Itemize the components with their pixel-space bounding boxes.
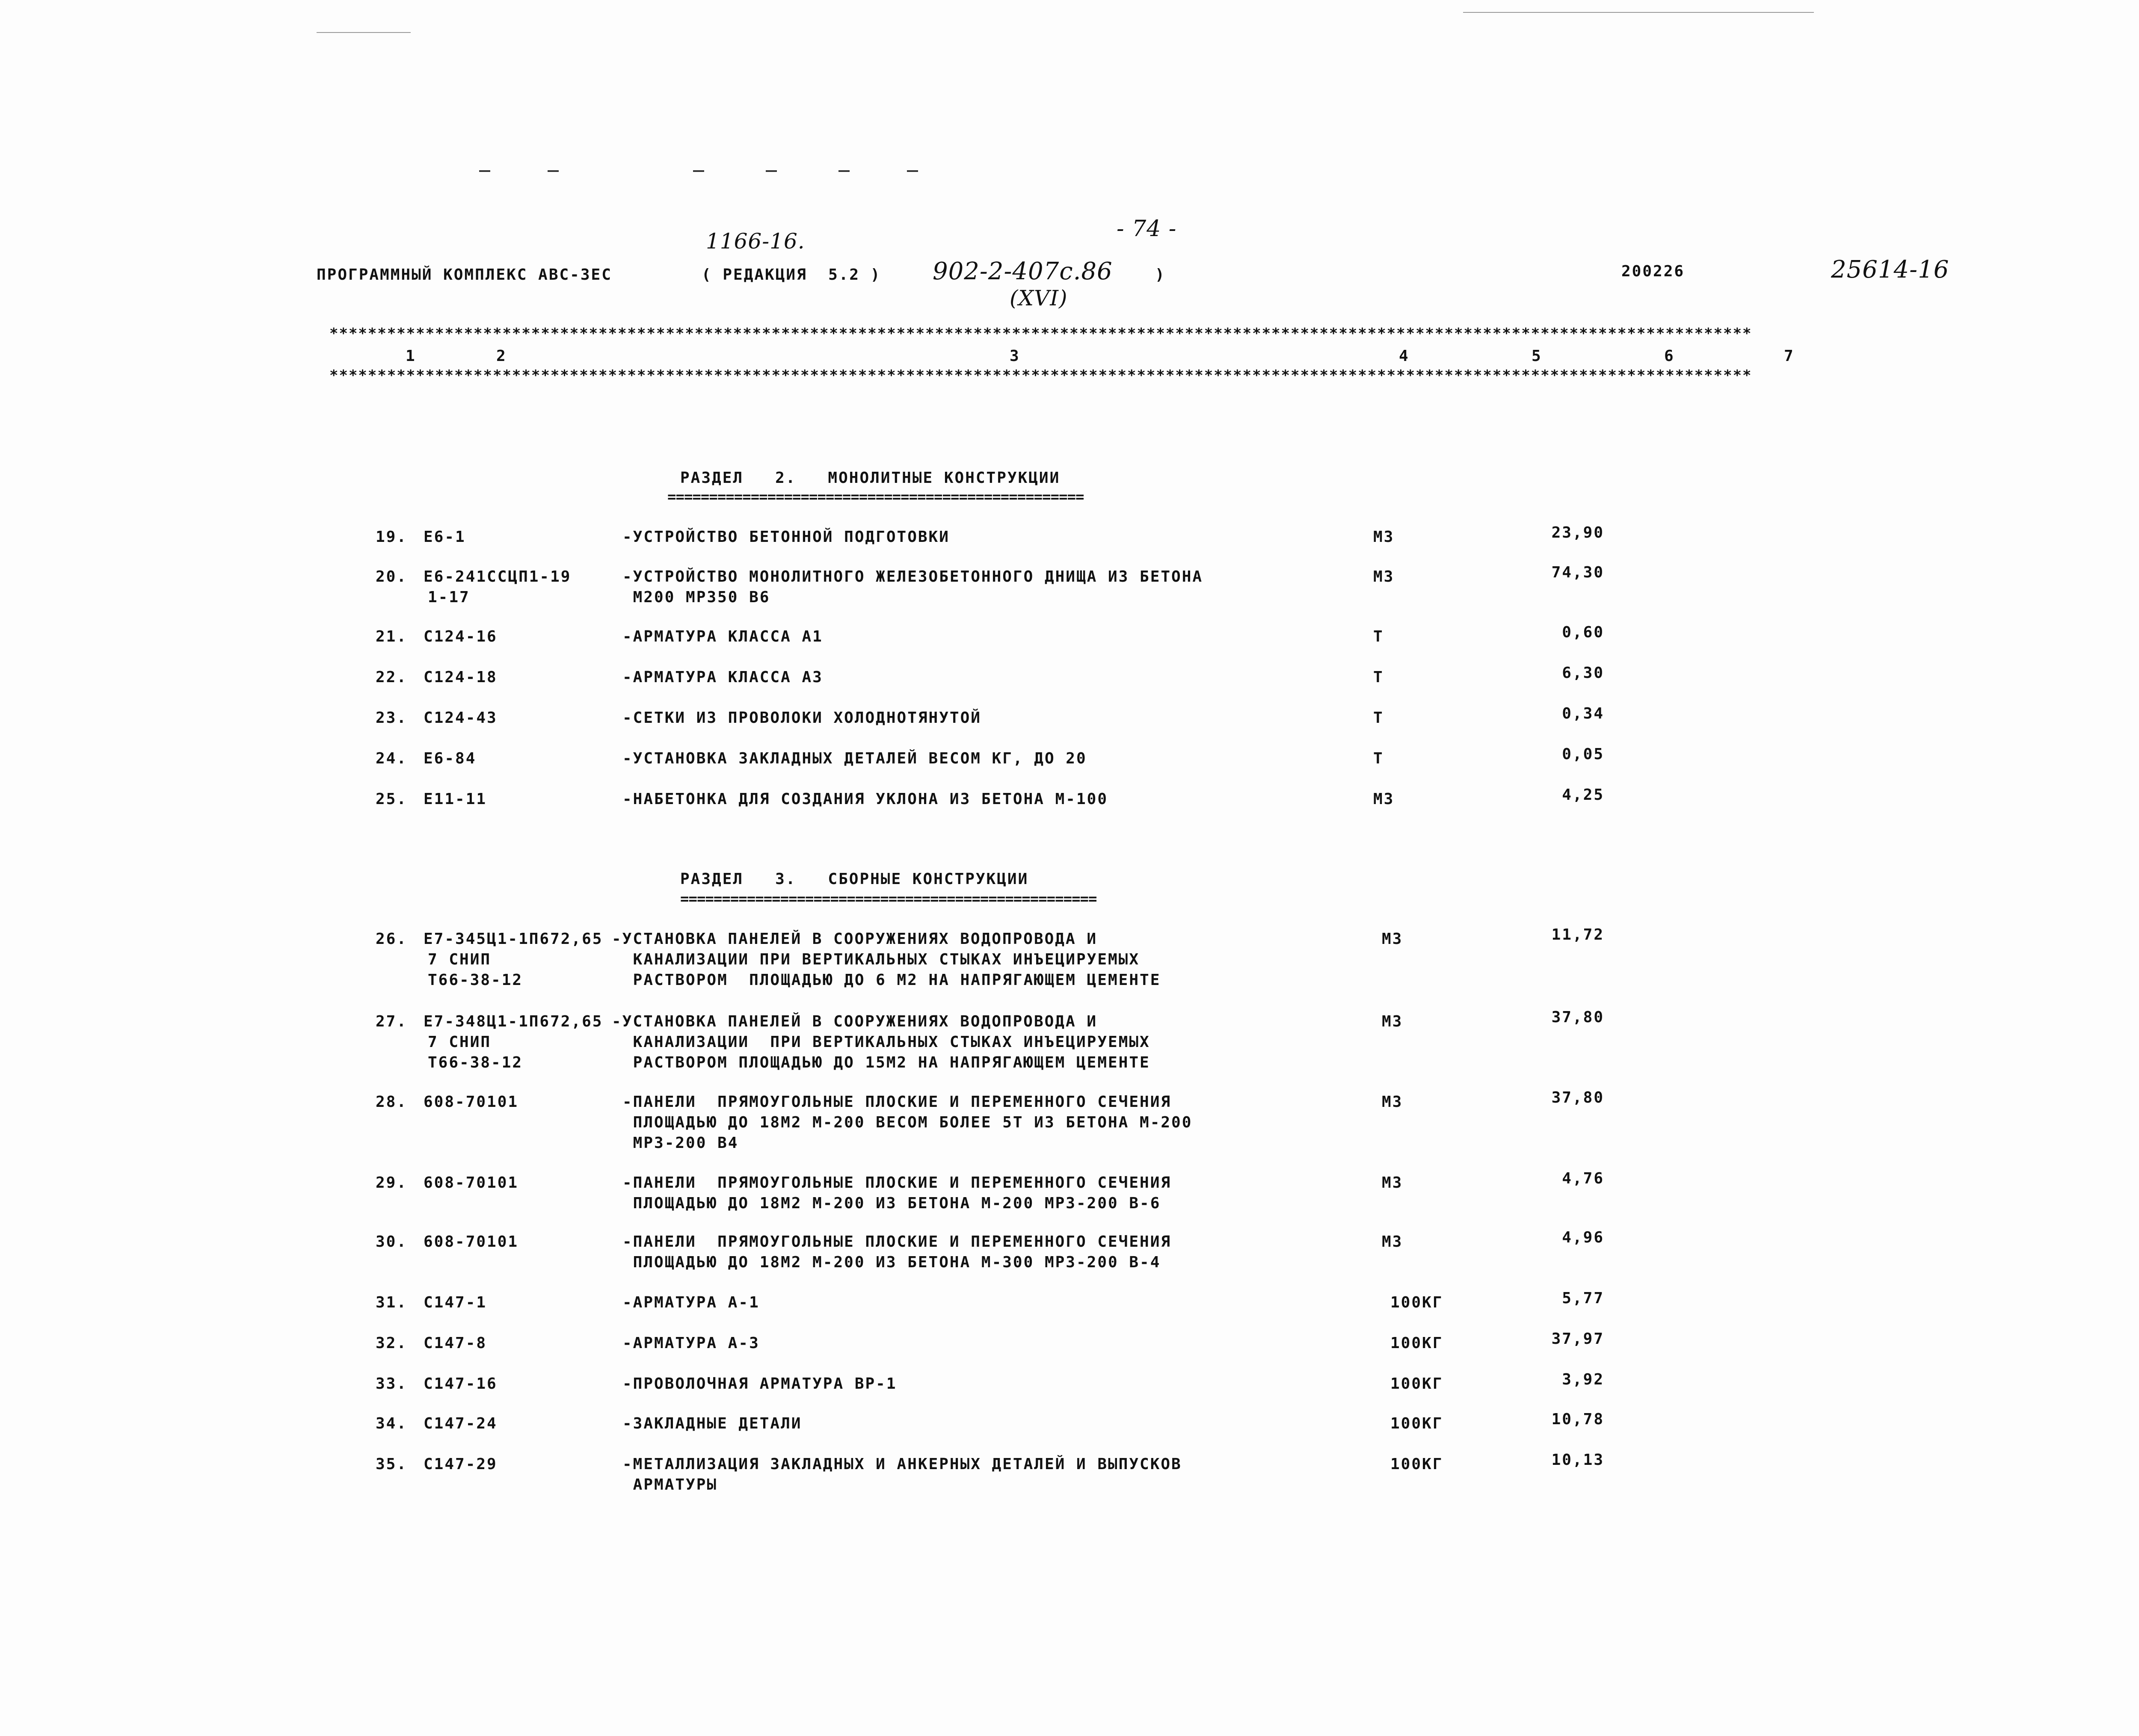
scan-mark	[907, 170, 918, 172]
section-underline: ==================================================	[667, 488, 1084, 506]
volume-number: (XVI)	[1010, 286, 1068, 311]
program-name: ПРОГРАММНЫЙ КОМПЛЕКС АВС-ЗЕС	[317, 266, 612, 284]
section-title: РАЗДЕЛ 2. МОНОЛИТНЫЕ КОНСТРУКЦИИ	[680, 469, 1061, 487]
section-underline: ==================================================	[680, 890, 1097, 908]
scan-mark	[548, 170, 559, 172]
column-number: 7	[1784, 347, 1795, 365]
handwritten-note: 1166-16.	[706, 229, 805, 254]
edition: ( РЕДАКЦИЯ 5.2 )	[702, 266, 881, 284]
page-number: - 74 -	[1117, 216, 1177, 242]
section-title: РАЗДЕЛ 3. СБОРНЫЕ КОНСТРУКЦИИ	[680, 870, 1029, 888]
scan-mark	[1463, 12, 1814, 13]
scan-mark	[479, 170, 490, 172]
project-bracket: )	[1155, 266, 1166, 284]
sheet-code: 25614-16	[1831, 256, 1949, 284]
scan-mark	[838, 170, 850, 172]
document-id: 200226	[1621, 263, 1685, 280]
scan-mark	[693, 170, 704, 172]
column-number: 4	[1399, 347, 1410, 365]
column-number: 2	[496, 347, 507, 365]
column-number: 5	[1532, 347, 1542, 365]
scan-mark	[317, 32, 411, 33]
column-number: 3	[1010, 347, 1020, 365]
ruler-top-line: ****************************************************************************************************************************************************	[329, 325, 1752, 342]
project-code: 902-2-407с.86	[933, 257, 1113, 285]
column-number: 1	[406, 347, 416, 365]
scan-mark	[766, 170, 777, 172]
column-number: 6	[1664, 347, 1675, 365]
ruler-bottom-line: ****************************************************************************************************************************************************	[329, 367, 1752, 384]
